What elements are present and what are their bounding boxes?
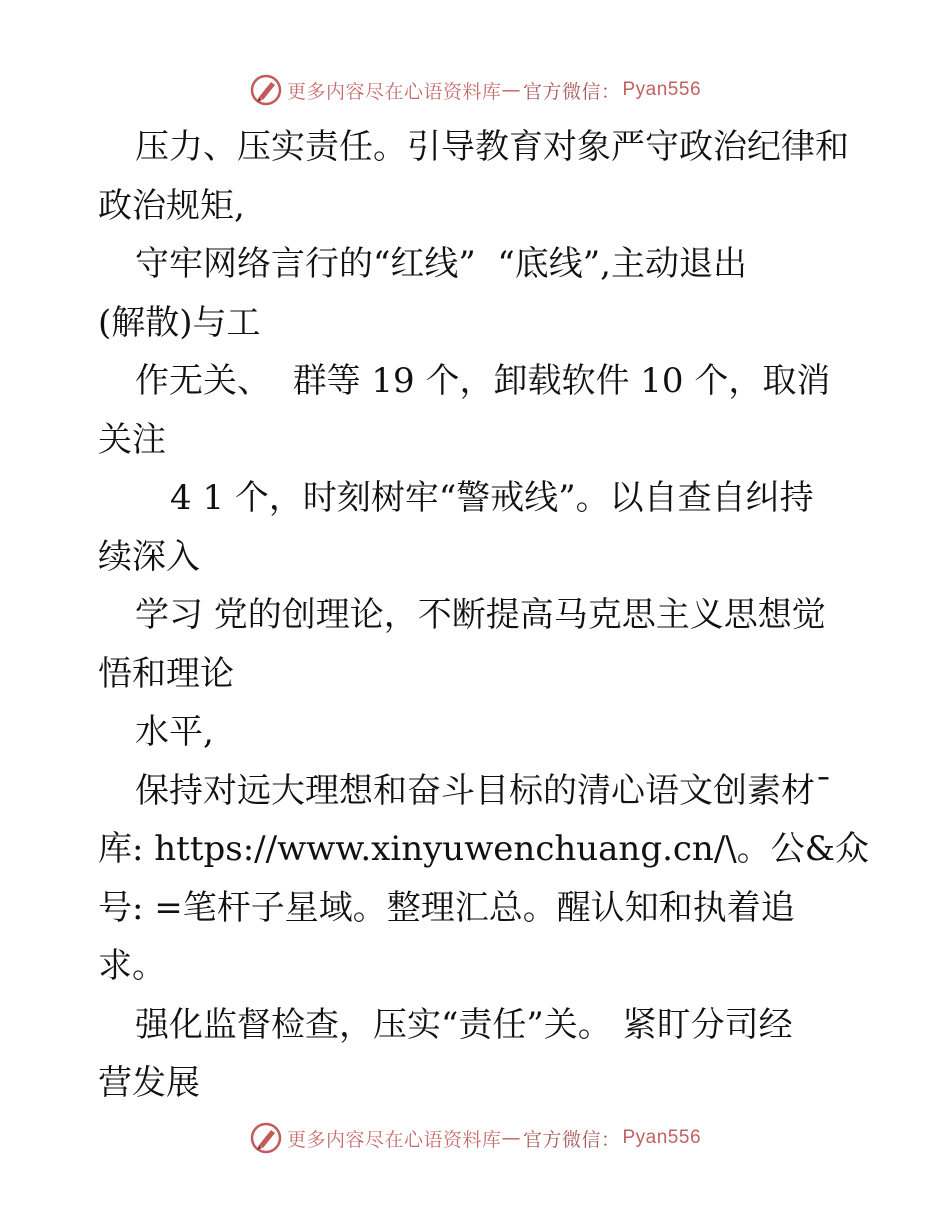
watermark-title: 更多内容尽在心语资料库 — [286, 80, 502, 103]
text-line: 求。 — [98, 946, 166, 986]
watermark-wechat-label: 官方微信： — [522, 80, 621, 103]
text-line: 续深入 — [98, 536, 200, 577]
watermark-title: 更多内容尽在心语资料库 — [286, 1128, 502, 1151]
pen-logo-icon — [249, 1121, 283, 1155]
pen-logo-icon — [249, 73, 283, 107]
text-line: (解散)与工 — [98, 302, 261, 343]
text-line: 水平, — [135, 712, 214, 752]
text-line: 悟和理论 — [98, 653, 234, 694]
text-line: 强化监督检查，压实“责任”关。 紧盯分司经 — [135, 1004, 793, 1045]
text-line: 学习 党的创理论，不断提高马克思主义思想觉 — [135, 595, 826, 635]
text-line: 作无关、 群等 19 个，卸载软件 10 个，取消 — [135, 361, 831, 401]
text-line: 关注 — [98, 419, 166, 460]
watermark-header-bottom — [0, 1118, 950, 1158]
text-line: 号: =笔杆子星域。整理汇总。醒认知和执着追 — [98, 887, 795, 928]
text-line: 压力、压实责任。引导教育对象严守政治纪律和 — [135, 127, 849, 167]
watermark-separator: — — [501, 79, 521, 101]
text-line: 政治规矩, — [98, 185, 245, 226]
watermark-wechat-id: Pyan556 — [622, 79, 702, 100]
watermark-separator: — — [501, 1127, 521, 1149]
watermark-wechat-id: Pyan556 — [622, 1127, 702, 1148]
watermark-wechat-label: 官方微信： — [522, 1128, 621, 1151]
text-line: 保持对远大理想和奋斗目标的清心语文创素材¯ — [135, 770, 832, 811]
text-line: 4 1 个，时刻树牢“警戒线”。以自查自纠持 — [170, 478, 814, 518]
watermark-header-top — [0, 70, 950, 110]
text-line: 守牢网络言行的“红线” “底线”,主动退出 — [135, 244, 747, 284]
document-body — [98, 118, 870, 1113]
text-line: 营发展 — [98, 1063, 200, 1103]
text-line: 库: https://www.xinyuwenchuang.cn/\。公&众 — [98, 829, 870, 869]
